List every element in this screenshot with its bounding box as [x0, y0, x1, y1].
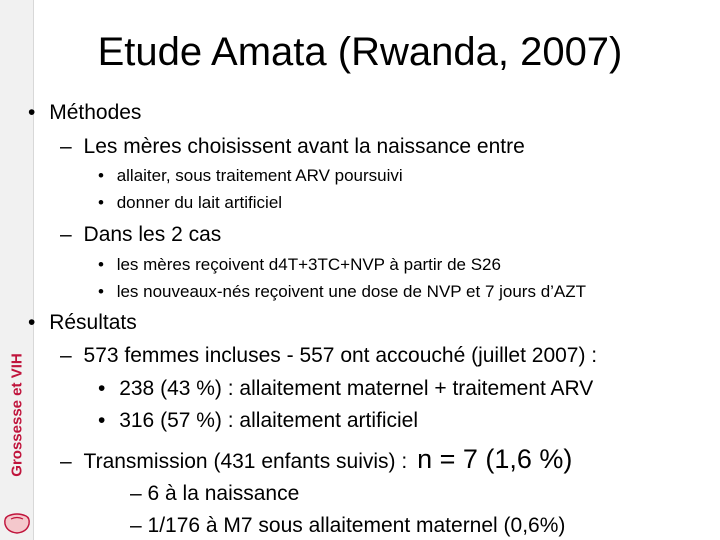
women-text: 573 femmes incluses - 557 ont accouché (juillet 2007) :: [83, 344, 598, 367]
choice-item-text: allaiter, sous traitement ARV poursuivi: [116, 166, 403, 185]
bullet-icon: •: [98, 193, 104, 212]
bullet-icon: •: [98, 282, 104, 301]
resultats-label: Résultats: [49, 311, 137, 334]
dash-icon: –: [60, 135, 72, 158]
transmission-value: n = 7 (1,6 %): [417, 444, 573, 474]
both-item: [98, 282, 586, 302]
women-item-text: 238 (43 %) : allaitement maternel + traitement ARV: [119, 377, 594, 400]
red-ribbon-logo-icon: [2, 510, 32, 536]
bullet-icon: •: [98, 255, 104, 274]
sub-bullet-choice: [60, 135, 525, 159]
dash-icon: –: [60, 344, 72, 367]
choice-item-text: donner du lait artificiel: [116, 193, 283, 212]
both-text: Dans les 2 cas: [83, 223, 222, 246]
slide-title: Etude Amata (Rwanda, 2007): [97, 30, 623, 74]
women-item-text: 316 (57 %) : allaitement artificiel: [119, 409, 419, 432]
choice-item: [98, 166, 403, 186]
transmission-item-text: – 6 à la naissance: [130, 482, 300, 505]
bullet-icon: •: [98, 166, 104, 185]
sidebar-label: [0, 340, 33, 490]
sub-bullet-both: [60, 223, 221, 247]
sub-bullet-women: [60, 344, 597, 368]
women-item: [98, 377, 593, 401]
women-item: [98, 409, 418, 433]
methodes-label: Méthodes: [49, 101, 142, 124]
transmission-item-text: – 1/176 à M7 sous allaitement maternel (0,6%): [130, 514, 566, 537]
bullet-icon: •: [28, 101, 36, 124]
choice-item: [98, 193, 282, 213]
both-item-text: les nouveaux-nés reçoivent une dose de NVP et 7 jours d’AZT: [116, 282, 587, 301]
choice-text: Les mères choisissent avant la naissance entre: [83, 135, 525, 158]
bullet-methodes: [28, 101, 141, 125]
bullet-icon: •: [98, 377, 106, 400]
sidebar-label-text: Grossesse et VIH: [8, 353, 25, 477]
sub-bullet-transmission: [60, 444, 572, 475]
bullet-icon: •: [98, 409, 106, 432]
transmission-item: [130, 514, 565, 538]
dash-icon: –: [60, 223, 72, 246]
dash-icon: –: [60, 450, 72, 473]
both-item: [98, 255, 501, 275]
transmission-prefix: Transmission (431 enfants suivis) :: [83, 450, 408, 473]
sidebar: [0, 0, 34, 540]
bullet-resultats: [28, 311, 137, 335]
both-item-text: les mères reçoivent d4T+3TC+NVP à partir de S26: [116, 255, 501, 274]
bullet-icon: •: [28, 311, 36, 334]
transmission-item: [130, 482, 299, 506]
